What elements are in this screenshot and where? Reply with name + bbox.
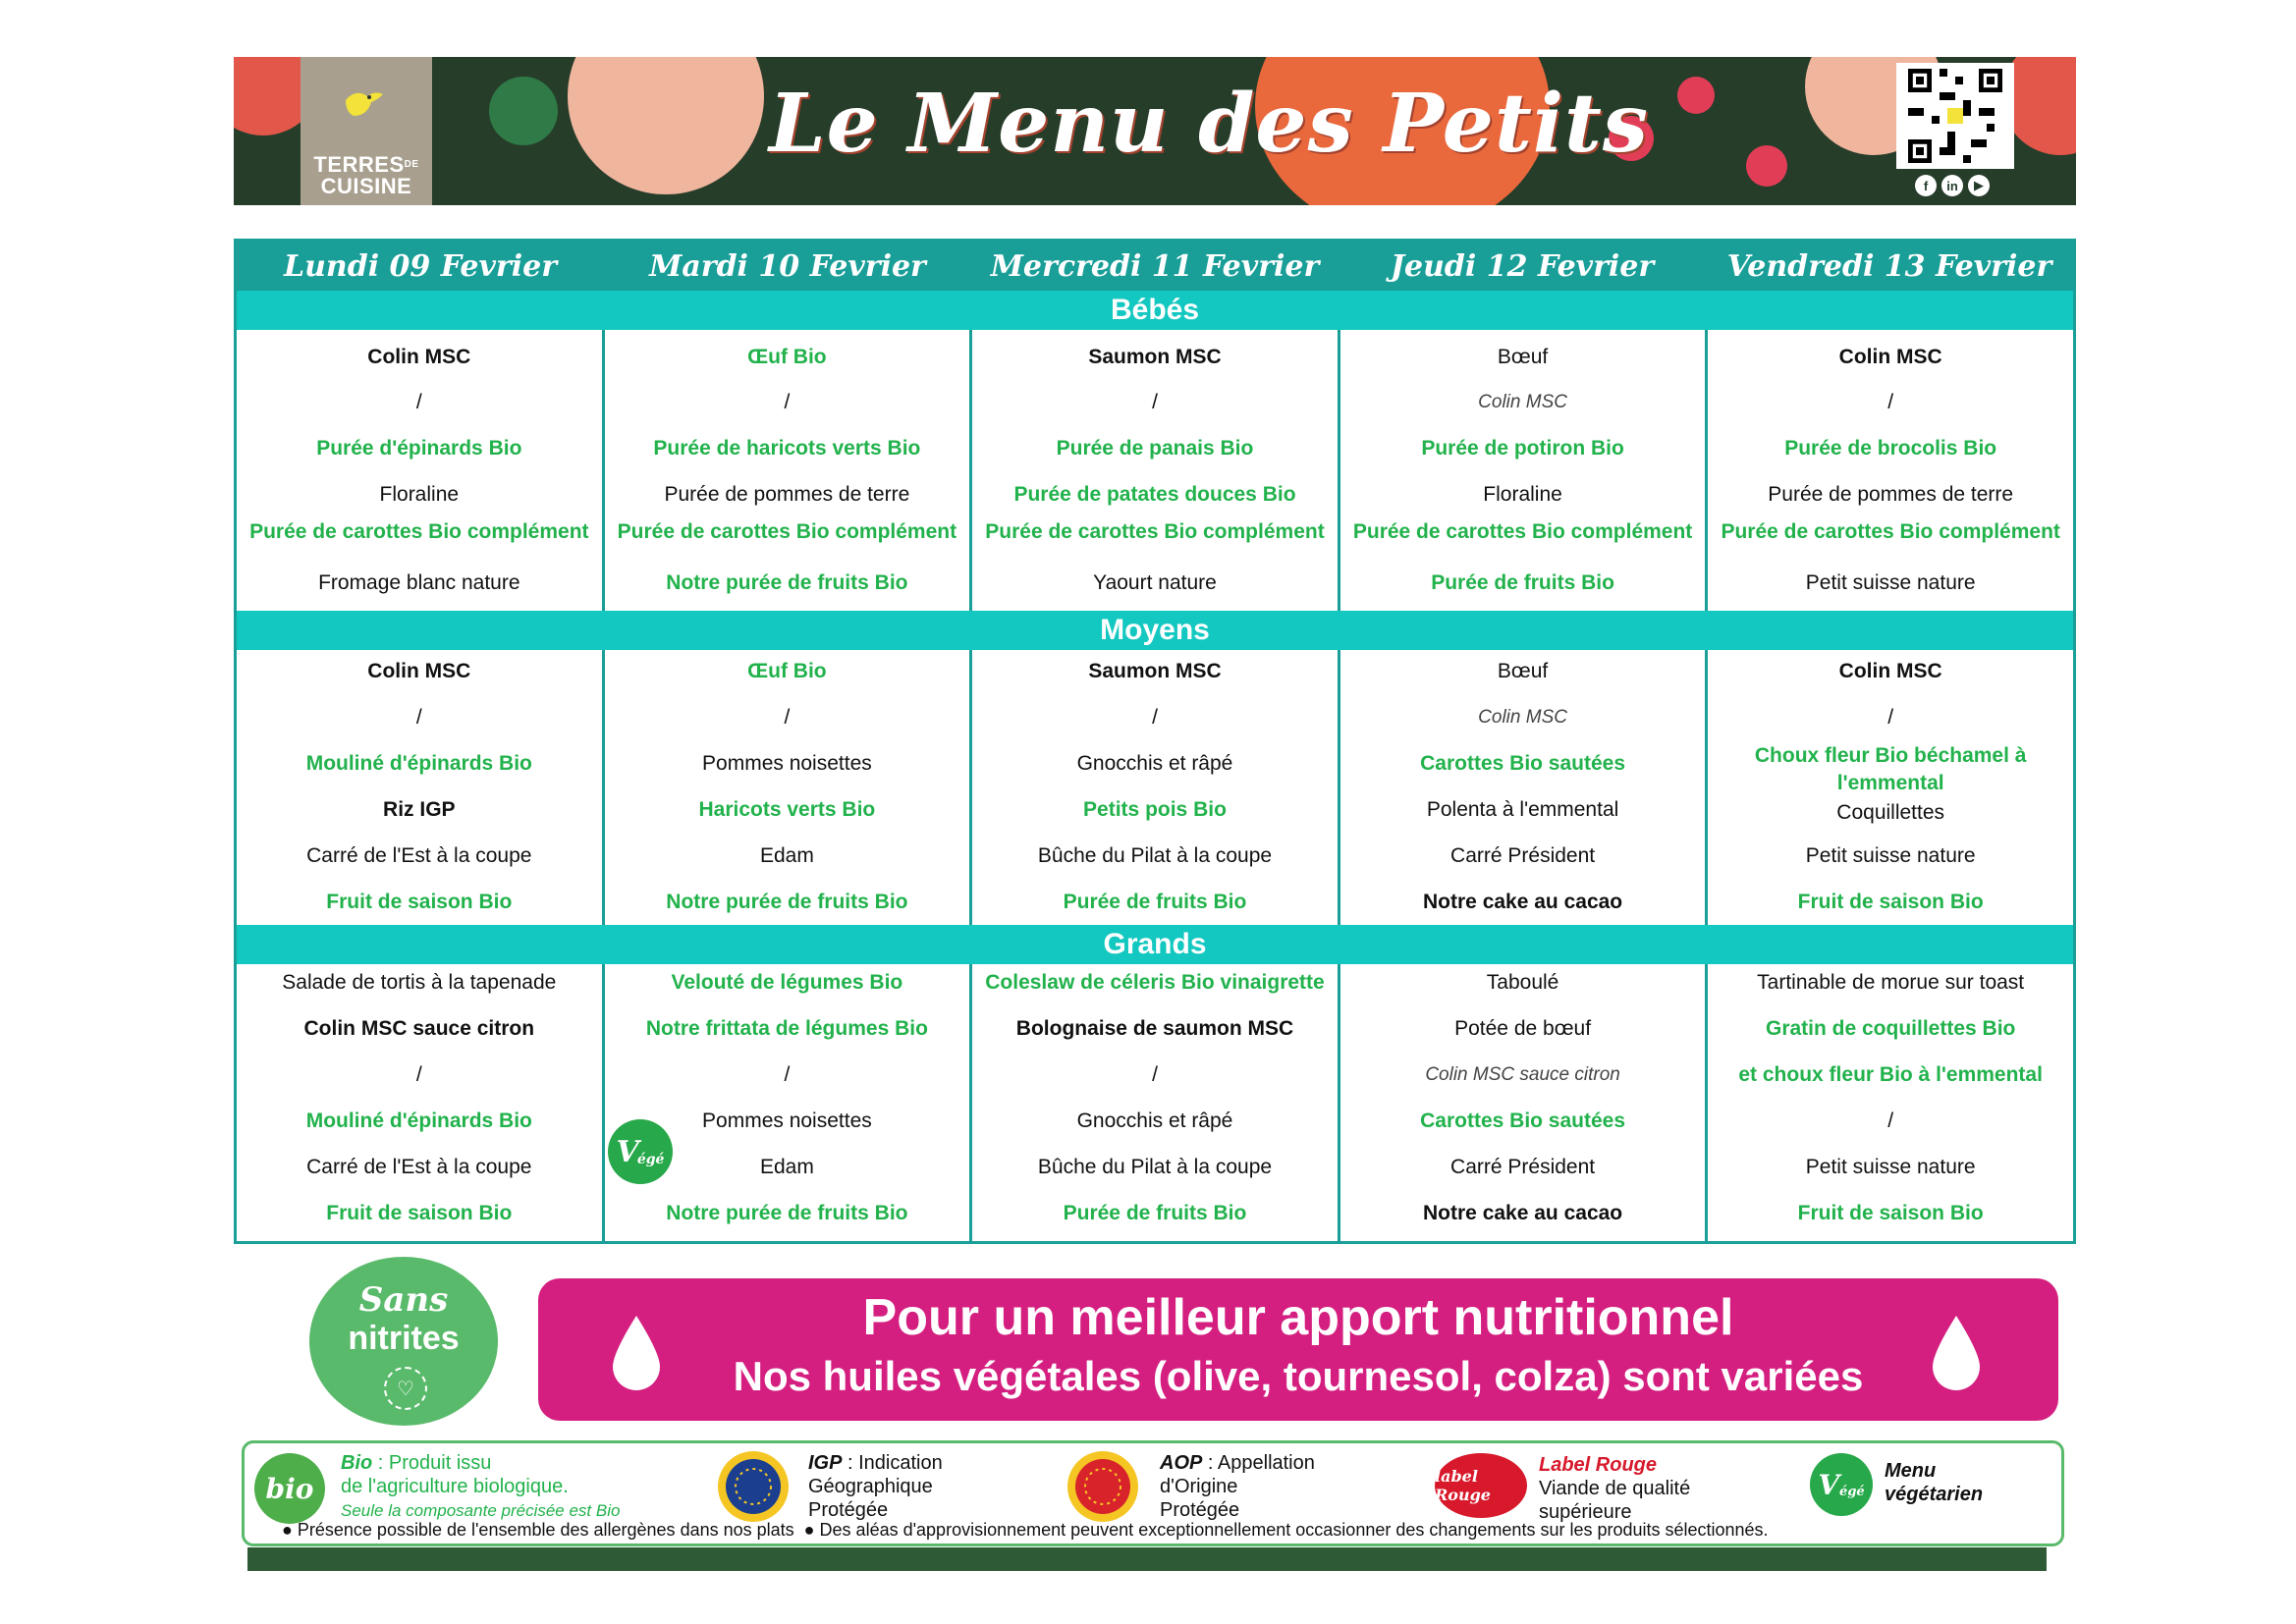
menu-item: Saumon MSC — [1088, 660, 1222, 682]
menu-item: Purée de fruits Bio — [1431, 571, 1614, 594]
bottom-decorative-strip — [247, 1547, 2047, 1571]
menu-item: Fruit de saison Bio — [326, 1202, 513, 1224]
legend-footnote: ● Présence possible de l'ensemble des allergènes dans nos plats ● Des aléas d'approvisionnement peuvent exceptionnellement occasionner des changements sur les produits sélectionnés. — [282, 1520, 1769, 1540]
menu-table — [234, 239, 2076, 1244]
qr-code-icon — [1902, 69, 2008, 163]
peach-decoration — [568, 57, 764, 194]
menu-item: Fromage blanc nature — [318, 571, 520, 594]
day-column — [1708, 964, 2073, 1241]
legend-label-rouge: Label Rouge Viande de qualité supérieure — [1539, 1454, 1691, 1523]
heart-icon: ♡ — [384, 1367, 427, 1410]
day-column — [972, 964, 1340, 1241]
menu-item: / — [1887, 391, 1894, 413]
menu-item: / — [1887, 1110, 1894, 1132]
bio-icon: bio — [254, 1453, 325, 1524]
label-rouge-icon: label Rouge — [1435, 1453, 1527, 1518]
logo-de: DE — [404, 159, 419, 170]
leaf-decoration — [489, 77, 558, 145]
menu-item: et choux fleur Bio à l'emmental — [1738, 1063, 2043, 1086]
menu-item: Floraline — [379, 483, 460, 506]
day-header: Vendredi 13 Fevrier — [1726, 248, 2052, 284]
menu-item: Petit suisse nature — [1805, 1156, 1976, 1178]
menu-item: Notre cake au cacao — [1423, 1202, 1623, 1224]
menu-item: Saumon MSC — [1088, 346, 1222, 368]
menu-item: Purée de patates douces Bio — [1013, 483, 1296, 506]
menu-item: Bûche du Pilat à la coupe — [1037, 1156, 1273, 1178]
menu-item: / — [415, 391, 422, 413]
menu-item: Yaourt nature — [1093, 571, 1217, 594]
nitrites-line1: Sans — [358, 1280, 449, 1320]
nutrition-banner — [538, 1278, 2058, 1421]
menu-item: Purée de haricots verts Bio — [653, 437, 921, 460]
menu-item: / — [1152, 391, 1158, 413]
legend-bio: Bio : Produit issu de l'agriculture biologique. Seule la composante précisée est Bio — [341, 1452, 621, 1520]
menu-item: Notre purée de fruits Bio — [666, 1202, 908, 1224]
menu-item: Petit suisse nature — [1805, 844, 1976, 867]
menu-item: Choux fleur Bio béchamel à l'emmental — [1754, 744, 2027, 794]
menu-item: Colin MSC — [367, 346, 471, 368]
menu-item: Purée de pommes de terre — [1768, 483, 2014, 506]
day-header: Jeudi 12 Fevrier — [1390, 248, 1655, 284]
menu-item: Purée de potiron Bio — [1421, 437, 1624, 460]
menu-item: Pommes noisettes — [702, 1110, 872, 1132]
header-banner — [234, 57, 2076, 205]
menu-item: Purée de carottes Bio complément — [1352, 520, 1693, 543]
sans-nitrites-badge — [309, 1257, 498, 1426]
menu-item: Coquillettes — [1836, 801, 1945, 824]
menu-item: Notre cake au cacao — [1423, 891, 1623, 913]
vege-badge-ege: égé — [636, 1152, 665, 1167]
section-header-bebes: Bébés — [237, 291, 2073, 330]
linkedin-icon[interactable]: in — [1941, 175, 1963, 196]
day-column — [605, 964, 973, 1241]
section-body-grands — [237, 964, 2073, 1241]
menu-item: Colin MSC sauce citron — [303, 1017, 535, 1040]
day-header: Mercredi 11 Fevrier — [990, 248, 1320, 284]
menu-item: Notre frittata de légumes Bio — [645, 1017, 928, 1040]
day-header-row — [237, 242, 2073, 291]
menu-item: Potée de bœuf — [1454, 1017, 1592, 1040]
menu-item: Gnocchis et râpé — [1076, 1110, 1233, 1132]
menu-item: Pommes noisettes — [702, 752, 872, 775]
oil-drop-icon — [1927, 1314, 1986, 1392]
day-header: Lundi 09 Fevrier — [284, 248, 557, 284]
section-body-bebes — [237, 330, 2073, 611]
social-links — [1915, 175, 1990, 196]
bullet-icon: ● — [282, 1520, 293, 1540]
menu-item: / — [1152, 706, 1158, 729]
menu-item: Salade de tortis à la tapenade — [282, 971, 557, 994]
menu-item: Tartinable de morue sur toast — [1757, 971, 2025, 994]
bullet-icon: ● — [803, 1520, 815, 1540]
day-column — [972, 650, 1340, 925]
menu-item: Bolognaise de saumon MSC — [1015, 1017, 1294, 1040]
vegetarian-badge — [608, 1119, 673, 1184]
menu-item: Purée de carottes Bio complément — [985, 520, 1325, 543]
menu-item: Carré Président — [1450, 844, 1596, 867]
menu-item: Purée de carottes Bio complément — [1721, 520, 2060, 543]
menu-item: Velouté de légumes Bio — [671, 971, 903, 994]
vegetarian-icon: V égé — [1810, 1453, 1873, 1516]
facebook-icon[interactable]: f — [1915, 175, 1937, 196]
day-header: Mardi 10 Fevrier — [649, 248, 926, 284]
day-column — [1340, 330, 1709, 611]
aop-icon — [1066, 1449, 1140, 1524]
menu-item: Edam — [759, 1156, 814, 1178]
day-column — [237, 964, 605, 1241]
logo-line2: CUISINE — [320, 174, 412, 198]
menu-item: / — [1152, 1063, 1158, 1086]
menu-item: Purée de fruits Bio — [1063, 1202, 1247, 1224]
menu-item: Haricots verts Bio — [698, 798, 876, 821]
menu-item: Colin MSC sauce citron — [1425, 1064, 1620, 1085]
menu-item: Purée d'épinards Bio — [316, 437, 522, 460]
menu-item: Floraline — [1483, 483, 1562, 506]
day-column — [1708, 330, 2073, 611]
menu-item: / — [1887, 706, 1894, 729]
section-header-grands: Grands — [237, 925, 2073, 964]
menu-item: Mouliné d'épinards Bio — [305, 752, 532, 775]
radish-decoration — [1746, 145, 1787, 187]
menu-item: / — [784, 391, 791, 413]
menu-item: Purée de pommes de terre — [664, 483, 910, 506]
day-column — [237, 330, 605, 611]
vege-badge-v: V — [616, 1134, 639, 1169]
nutrition-line2: Nos huiles végétales (olive, tournesol, colza) sont variées — [733, 1353, 1864, 1399]
menu-item: Purée de fruits Bio — [1063, 891, 1247, 913]
radish-decoration — [1677, 77, 1715, 114]
menu-item: Colin MSC — [1478, 392, 1567, 412]
menu-item: Taboulé — [1486, 971, 1559, 994]
menu-item: Notre purée de fruits Bio — [666, 891, 908, 913]
menu-item: Bœuf — [1497, 346, 1549, 368]
menu-item: / — [784, 706, 791, 729]
youtube-icon[interactable]: ▶ — [1968, 175, 1990, 196]
menu-item: Petits pois Bio — [1083, 798, 1227, 821]
day-column — [972, 330, 1340, 611]
menu-item: Carottes Bio sautées — [1420, 1110, 1626, 1132]
menu-item: Purée de carottes Bio complément — [249, 520, 589, 543]
menu-item: Fruit de saison Bio — [1797, 1202, 1984, 1224]
section-body-moyens — [237, 650, 2073, 925]
menu-item: Fruit de saison Bio — [1797, 891, 1984, 913]
logo-line1: TERRES — [313, 152, 405, 177]
day-column — [1340, 650, 1709, 925]
menu-item: Purée de panais Bio — [1056, 437, 1254, 460]
menu-item: Petit suisse nature — [1805, 571, 1976, 594]
menu-item: Gratin de coquillettes Bio — [1765, 1017, 2016, 1040]
legend — [242, 1440, 2064, 1546]
menu-item: Colin MSC — [1838, 660, 1942, 682]
menu-item: Carré Président — [1450, 1156, 1596, 1178]
qr-code[interactable] — [1896, 63, 2014, 169]
section-header-moyens: Moyens — [237, 611, 2073, 650]
menu-item: Œuf Bio — [747, 660, 827, 682]
menu-item: Purée de carottes Bio complément — [617, 520, 957, 543]
legend-aop: AOP : Appellation d'Origine Protégée — [1160, 1452, 1315, 1521]
menu-item: Fruit de saison Bio — [326, 891, 513, 913]
menu-item: Colin MSC — [367, 660, 471, 682]
page-title: Le Menu des Petits — [769, 77, 1650, 171]
menu-item: Œuf Bio — [747, 346, 827, 368]
menu-item: Mouliné d'épinards Bio — [305, 1110, 532, 1132]
legend-igp: IGP : Indication Géographique Protégée — [808, 1452, 943, 1521]
menu-item: Notre purée de fruits Bio — [666, 571, 908, 594]
day-column — [1340, 964, 1709, 1241]
menu-item: Riz IGP — [383, 798, 456, 821]
igp-icon — [716, 1449, 791, 1524]
menu-item: / — [415, 1063, 422, 1086]
day-column — [1708, 650, 2073, 925]
menu-item: Carottes Bio sautées — [1420, 752, 1626, 775]
bird-icon — [342, 86, 385, 120]
day-column — [605, 330, 973, 611]
menu-item: Colin MSC — [1838, 346, 1942, 368]
menu-item: Carré de l'Est à la coupe — [306, 844, 532, 867]
legend-vegetarian: Menu végétarien — [1885, 1460, 1984, 1505]
nutrition-line1: Pour un meilleur apport nutritionnel — [862, 1289, 1734, 1346]
menu-item: Gnocchis et râpé — [1076, 752, 1233, 775]
menu-item: / — [415, 706, 422, 729]
menu-item: Polenta à l'emmental — [1426, 798, 1619, 821]
day-column — [237, 650, 605, 925]
terres-de-cuisine-logo — [301, 57, 432, 205]
day-column — [605, 650, 973, 925]
menu-item: Carré de l'Est à la coupe — [306, 1156, 532, 1178]
menu-item: Bûche du Pilat à la coupe — [1037, 844, 1273, 867]
menu-item: Purée de brocolis Bio — [1784, 437, 1997, 460]
menu-item: Bœuf — [1497, 660, 1549, 682]
menu-item: / — [784, 1063, 791, 1086]
menu-item: Edam — [759, 844, 814, 867]
menu-item: Coleslaw de céleris Bio vinaigrette — [985, 971, 1325, 994]
nitrites-line2: nitrites — [348, 1320, 460, 1357]
menu-item: Colin MSC — [1478, 707, 1567, 728]
